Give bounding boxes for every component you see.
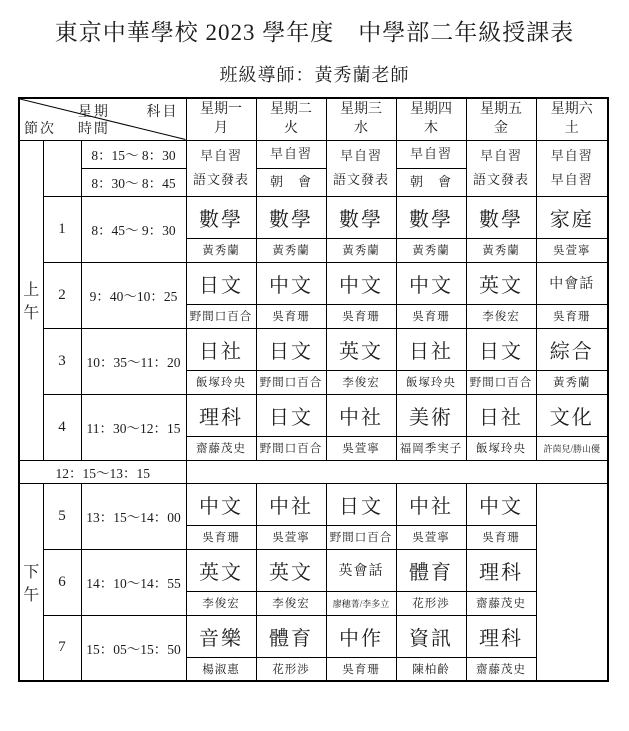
subject-cell: 數學	[186, 196, 256, 238]
teacher-cell: 黃秀蘭	[326, 238, 396, 262]
period-number: 7	[43, 615, 81, 681]
subject-cell: 理科	[186, 394, 256, 436]
teacher-cell: 吳育珊	[186, 525, 256, 549]
period-time: 13：15～14：00	[81, 483, 186, 549]
class-teacher-subtitle: 班級導師：黃秀蘭老師	[219, 65, 410, 85]
period-time: 14：10～14：55	[81, 549, 186, 615]
subject-cell: 中社	[396, 483, 466, 525]
teacher-cell: 李俊宏	[186, 591, 256, 615]
subject-cell: 音樂	[186, 615, 256, 657]
early-cell-tuesday-1: 早自習	[256, 140, 326, 168]
period-number: 4	[43, 394, 81, 460]
subject-cell: 英文	[256, 549, 326, 591]
subject-cell: 日文	[186, 262, 256, 304]
teacher-cell: 李俊宏	[256, 591, 326, 615]
subject-cell: 英文	[186, 549, 256, 591]
teacher-cell: 野間口百合	[466, 370, 536, 394]
day-header-monday: 星期一 月	[186, 98, 256, 140]
period-time: 9：40～10：25	[81, 262, 186, 328]
early-cell-friday: 早自習 語文發表	[466, 140, 536, 196]
teacher-cell: 吳萱寧	[396, 525, 466, 549]
teacher-cell: 李俊宏	[326, 370, 396, 394]
teacher-cell: 福岡季実子	[396, 436, 466, 460]
period-number: 1	[43, 196, 81, 262]
subject-cell: 數學	[326, 196, 396, 238]
period-time: 8：45～ 9：30	[81, 196, 186, 262]
subject-cell: 理科	[466, 615, 536, 657]
corner-time-label: 時間	[77, 121, 110, 137]
day-header-thursday: 星期四 木	[396, 98, 466, 140]
corner-header-cell	[19, 98, 186, 140]
corner-period-label: 節次	[24, 121, 56, 137]
subject-cell: 美術	[396, 394, 466, 436]
corner-subject-label: 科目	[146, 105, 179, 120]
timetable	[18, 97, 609, 682]
period-number: 6	[43, 549, 81, 615]
teacher-cell: 黃秀蘭	[536, 370, 608, 394]
lunch-time-cell: 12：15～13：15	[19, 460, 186, 483]
teacher-cell: 李俊宏	[466, 304, 536, 328]
early-cell-tuesday-2: 朝 會	[256, 168, 326, 196]
period-number: 2	[43, 262, 81, 328]
subject-cell: 日社	[186, 328, 256, 370]
session-morning-cell: 上 午	[19, 140, 43, 460]
teacher-cell: 野間口百合	[186, 304, 256, 328]
teacher-cell: 許茵兒/勝山優	[536, 436, 608, 460]
teacher-cell: 吳育珊	[396, 304, 466, 328]
teacher-cell: 楊淑惠	[186, 657, 256, 681]
teacher-cell: 吳萱寧	[256, 525, 326, 549]
subject-cell: 中文	[186, 483, 256, 525]
subject-cell: 中文	[326, 262, 396, 304]
day-header-friday: 星期五 金	[466, 98, 536, 140]
session-afternoon-cell: 下 午	[19, 483, 43, 681]
period-time: 15：05～15：50	[81, 615, 186, 681]
teacher-cell: 野間口百合	[256, 436, 326, 460]
teacher-cell: 黃秀蘭	[186, 238, 256, 262]
subject-cell: 中社	[326, 394, 396, 436]
subject-cell: 數學	[466, 196, 536, 238]
teacher-cell: 吳育珊	[466, 525, 536, 549]
teacher-cell: 吳萱寧	[326, 436, 396, 460]
teacher-cell: 黃秀蘭	[466, 238, 536, 262]
early-time-1: 8：15～ 8：30	[81, 140, 186, 168]
lunch-row	[19, 460, 608, 483]
subject-cell: 日文	[256, 394, 326, 436]
teacher-cell: 花形渉	[256, 657, 326, 681]
teacher-cell: 野間口百合	[256, 370, 326, 394]
early-cell-wednesday: 早自習 語文發表	[326, 140, 396, 196]
subject-cell: 日社	[466, 394, 536, 436]
teacher-cell: 飯塚玲央	[186, 370, 256, 394]
teacher-cell: 黃秀蘭	[256, 238, 326, 262]
teacher-cell: 花形渉	[396, 591, 466, 615]
teacher-cell: 陳柏齡	[396, 657, 466, 681]
early-cell-thursday-1: 早自習	[396, 140, 466, 168]
teacher-cell: 吳育珊	[326, 304, 396, 328]
period-5-subject-row	[19, 483, 608, 525]
subject-cell: 日文	[466, 328, 536, 370]
teacher-cell: 吳育珊	[326, 657, 396, 681]
subject-cell: 中社	[256, 483, 326, 525]
day-header-saturday: 星期六 土	[536, 98, 608, 140]
saturday-afternoon-empty-cell	[536, 483, 608, 681]
subject-cell: 資訊	[396, 615, 466, 657]
subject-cell: 日社	[396, 328, 466, 370]
subject-cell: 中會話	[536, 262, 608, 304]
subject-cell: 英會話	[326, 549, 396, 591]
teacher-cell: 齋藤茂史	[466, 591, 536, 615]
early-study-row-1	[19, 140, 608, 168]
period-time: 11：30～12：15	[81, 394, 186, 460]
early-cell-thursday-2: 朝 會	[396, 168, 466, 196]
early-cell-monday: 早自習 語文發表	[186, 140, 256, 196]
subject-cell: 體育	[396, 549, 466, 591]
subject-cell: 英文	[466, 262, 536, 304]
subject-cell: 文化	[536, 394, 608, 436]
subject-cell: 中文	[396, 262, 466, 304]
subject-cell: 中作	[326, 615, 396, 657]
subject-cell: 家庭	[536, 196, 608, 238]
corner-week-label: 星期	[77, 105, 110, 120]
period-3-subject-row	[19, 328, 608, 370]
period-number: 5	[43, 483, 81, 549]
teacher-cell: 齋藤茂史	[186, 436, 256, 460]
subject-cell: 數學	[396, 196, 466, 238]
subject-cell: 中文	[466, 483, 536, 525]
teacher-cell: 吳萱寧	[536, 238, 608, 262]
subject-cell: 中文	[256, 262, 326, 304]
teacher-cell: 黃秀蘭	[396, 238, 466, 262]
period-2-subject-row	[19, 262, 608, 304]
teacher-cell: 吳育珊	[536, 304, 608, 328]
header-row	[19, 98, 608, 140]
period-4-subject-row	[19, 394, 608, 436]
early-period-number-cell	[43, 140, 81, 196]
page-title: 東京中華學校 2023 學年度 中學部二年級授課表	[54, 20, 575, 45]
teacher-cell: 飯塚玲央	[396, 370, 466, 394]
period-1-subject-row	[19, 196, 608, 238]
early-cell-saturday: 早自習 早自習	[536, 140, 608, 196]
subject-cell: 數學	[256, 196, 326, 238]
subject-cell: 英文	[326, 328, 396, 370]
teacher-cell: 齋藤茂史	[466, 657, 536, 681]
teacher-cell: 吳育珊	[256, 304, 326, 328]
subject-cell: 體育	[256, 615, 326, 657]
subject-cell: 理科	[466, 549, 536, 591]
teacher-cell: 野間口百合	[326, 525, 396, 549]
early-time-2: 8：30～ 8：45	[81, 168, 186, 196]
subject-cell: 日文	[326, 483, 396, 525]
day-header-tuesday: 星期二 火	[256, 98, 326, 140]
lunch-empty-cell	[186, 460, 608, 483]
period-7-subject-row	[19, 615, 608, 657]
subject-cell: 日文	[256, 328, 326, 370]
teacher-cell: 飯塚玲央	[466, 436, 536, 460]
teacher-cell: 廖穗菁/李多立	[326, 591, 396, 615]
day-header-wednesday: 星期三 水	[326, 98, 396, 140]
period-time: 10：35～11：20	[81, 328, 186, 394]
period-6-subject-row	[19, 549, 608, 591]
subject-cell: 綜合	[536, 328, 608, 370]
period-number: 3	[43, 328, 81, 394]
